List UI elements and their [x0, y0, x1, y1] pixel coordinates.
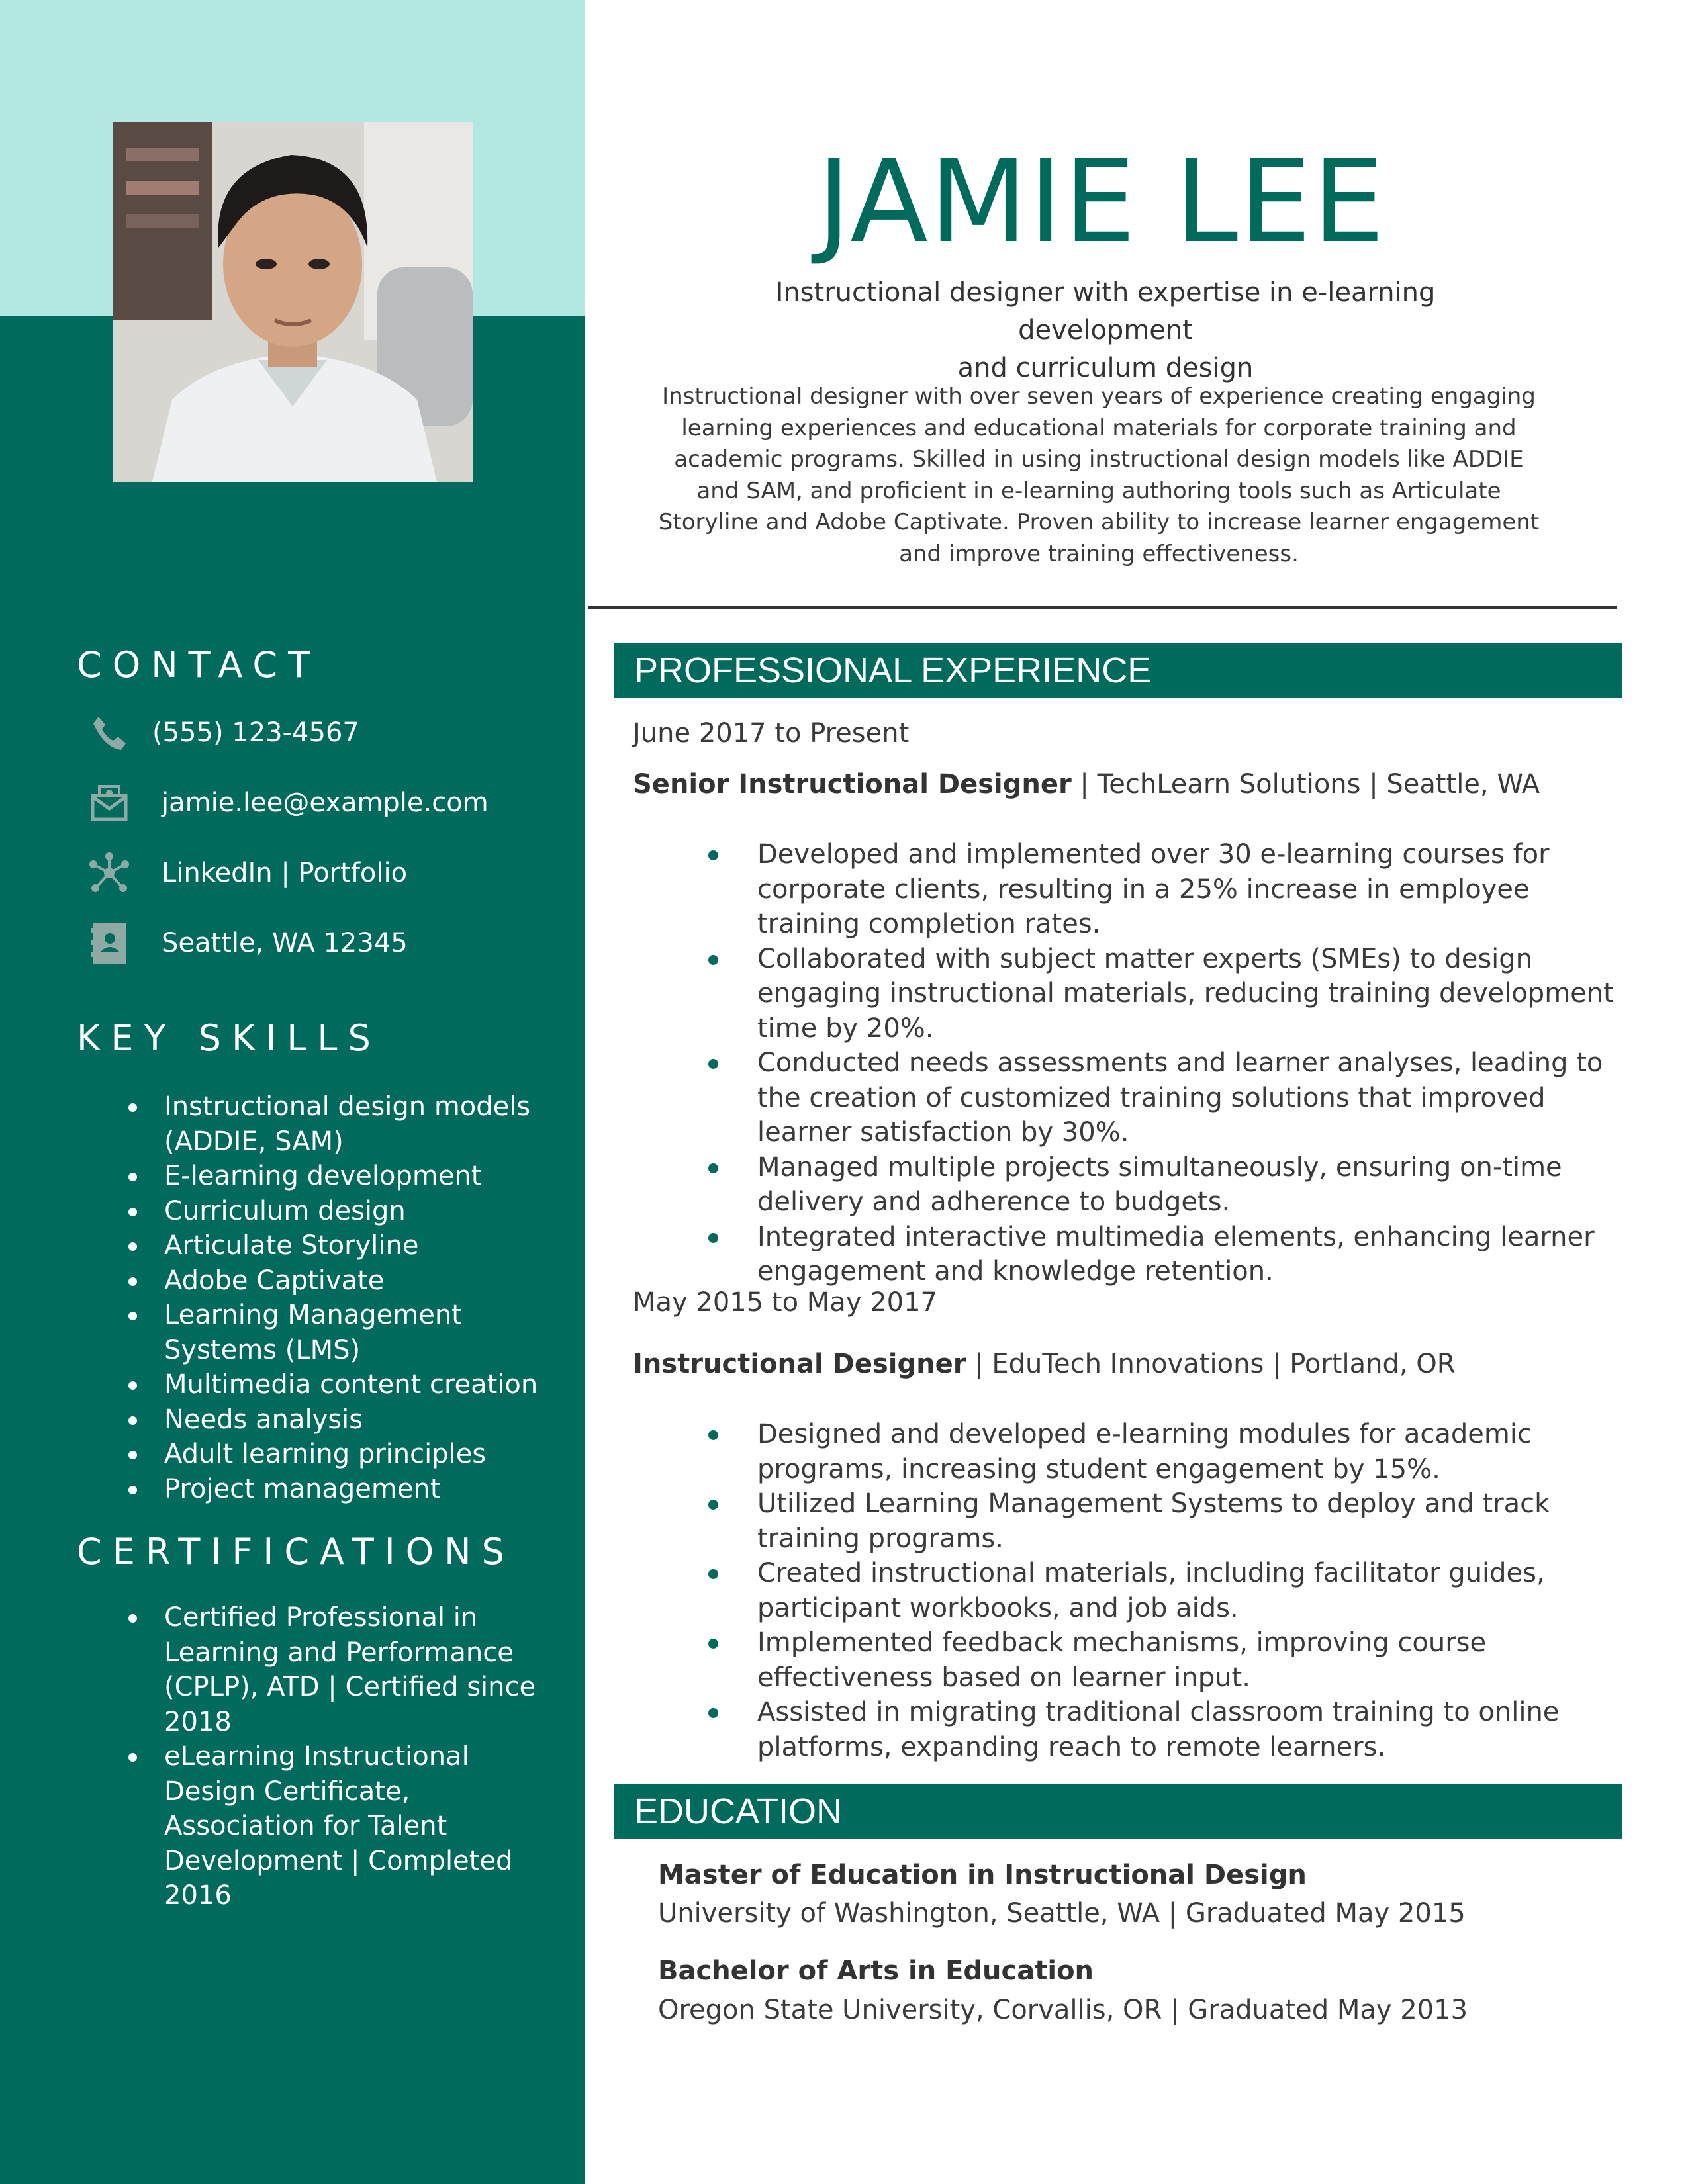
- email-icon: [86, 780, 132, 826]
- skill-item: Adult learning principles: [124, 1437, 561, 1472]
- skills-heading: KEY SKILLS: [77, 1017, 381, 1059]
- skill-item: Multimedia content creation: [124, 1367, 561, 1402]
- phone-icon: [86, 709, 132, 756]
- skill-item: Instructional design models (ADDIE, SAM): [124, 1089, 561, 1159]
- contact-email: [86, 780, 489, 826]
- education-degree: Bachelor of Arts in Education: [658, 1956, 1094, 1986]
- job-dates: May 2015 to May 2017: [633, 1287, 937, 1318]
- certification-item: Certified Professional in Learning and Performance (CPLP), ATD | Certified since 2018: [124, 1600, 561, 1739]
- job-bullet: Collaborated with subject matter experts (SMEs) to design engaging instructional materials, reducing training development time by 20%.: [708, 942, 1622, 1046]
- education-degree: Master of Education in Instructional Design: [658, 1860, 1307, 1890]
- skill-item: Learning Management Systems (LMS): [124, 1298, 561, 1367]
- job-bullets: [708, 837, 1622, 1289]
- job-bullet: Integrated interactive multimedia elements, enhancing learner engagement and knowledge retention.: [708, 1220, 1622, 1289]
- profile-photo: [113, 122, 473, 482]
- job-title-line: [633, 1349, 1456, 1379]
- job-bullet: Implemented feedback mechanisms, improving course effectiveness based on learner input.: [708, 1625, 1622, 1695]
- contact-location: [86, 920, 408, 966]
- network-icon: [86, 850, 132, 896]
- job-bullet: Created instructional materials, including facilitator guides, participant workbooks, and job aids.: [708, 1556, 1622, 1625]
- contact-card-icon: [86, 920, 132, 966]
- job-dates: June 2017 to Present: [633, 718, 910, 749]
- job-company: | EduTech Innovations | Portland, OR: [966, 1349, 1456, 1379]
- professional-summary: Instructional designer with over seven years of experience creating engaging learning experiences and educational materials for corporate training and academic programs. Skilled in using instructional design models like ADDIE and SAM, and proficient in e-learning authoring tools such as Articulate Storyline and Adobe Captivate. Proven ability to increase learner engagement and improve training effectiveness.: [658, 383, 1540, 567]
- contact-links: [86, 850, 407, 896]
- email-text[interactable]: jamie.lee@example.com: [162, 788, 489, 818]
- certifications-list: [124, 1600, 561, 1913]
- skill-item: Adobe Captivate: [124, 1263, 561, 1298]
- certifications-heading: CERTIFICATIONS: [77, 1531, 515, 1572]
- phone-text[interactable]: (555) 123-4567: [152, 717, 359, 748]
- links-text[interactable]: LinkedIn | Portfolio: [162, 858, 408, 888]
- job-title: Senior Instructional Designer: [633, 769, 1072, 799]
- contact-phone: [86, 709, 359, 756]
- education-school: University of Washington, Seattle, WA | Graduated May 2015: [658, 1898, 1466, 1929]
- location-text: Seattle, WA 12345: [162, 928, 408, 958]
- skill-item: E-learning development: [124, 1159, 561, 1194]
- candidate-name: JAMIE LEE: [817, 135, 1386, 268]
- job-bullet: Assisted in migrating traditional classroom training to online platforms, expanding reach to remote learners.: [708, 1695, 1622, 1764]
- tagline-line-1: Instructional designer with expertise in e-learning development: [775, 277, 1436, 345]
- skill-item: Project management: [124, 1472, 561, 1507]
- job-bullet: Designed and developed e-learning modules for academic programs, increasing student engagement by 15%.: [708, 1417, 1622, 1486]
- job-bullet: Managed multiple projects simultaneously, ensuring on-time delivery and adherence to budgets.: [708, 1150, 1622, 1220]
- tagline: [688, 274, 1523, 387]
- skills-list: [124, 1089, 561, 1506]
- job-bullets: [708, 1417, 1622, 1764]
- job-title: Instructional Designer: [633, 1349, 966, 1379]
- tagline-line-2: and curriculum design: [957, 353, 1254, 383]
- education-school: Oregon State University, Corvallis, OR | Graduated May 2013: [658, 1995, 1468, 2025]
- education-heading: EDUCATION: [614, 1784, 1622, 1839]
- certification-item: eLearning Instructional Design Certificate, Association for Talent Development | Completed 2016: [124, 1739, 561, 1913]
- skill-item: Needs analysis: [124, 1402, 561, 1437]
- job-title-line: [633, 769, 1540, 799]
- skill-item: Curriculum design: [124, 1194, 561, 1229]
- contact-heading: CONTACT: [77, 644, 321, 686]
- experience-heading: PROFESSIONAL EXPERIENCE: [614, 643, 1622, 698]
- job-bullet: Conducted needs assessments and learner analyses, leading to the creation of customized training solutions that improved learner satisfaction by 30%.: [708, 1046, 1622, 1150]
- skill-item: Articulate Storyline: [124, 1228, 561, 1263]
- header-divider: [588, 606, 1617, 609]
- job-bullet: Utilized Learning Management Systems to deploy and track training programs.: [708, 1486, 1622, 1556]
- job-company: | TechLearn Solutions | Seattle, WA: [1071, 769, 1540, 799]
- job-bullet: Developed and implemented over 30 e-learning courses for corporate clients, resulting in a 25% increase in employee training completion rates.: [708, 837, 1622, 942]
